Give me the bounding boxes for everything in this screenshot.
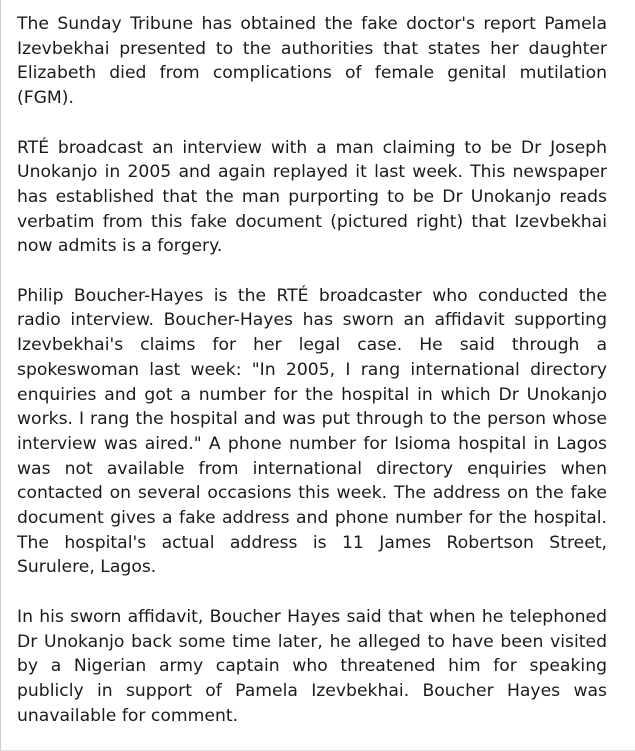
article-paragraph-3: Philip Boucher-Hayes is the RTÉ broadcaster who conducted the radio interview. Boucher-Hayes has sworn an affidavit supporting Izevbekhai's claims for her legal case. He said through a spokeswoman last week: "In 2005, I rang international directory enquiries and got a number for the hospital in which Dr Unokanjo works. I rang the hospital and was put through to the person whose interview was aired." A phone number for Isioma hospital in Lagos was not available from international directory enquiries when contacted on several occasions this week. The address on the fake document gives a fake address and phone number for the hospital. The hospital's actual address is 11 James Robertson Street, Surulere, Lagos. xyxy=(17,285,607,578)
article-paragraph-1: The Sunday Tribune has obtained the fake doctor's report Pamela Izevbekhai presented to the authorities that states her daughter Elizabeth died from complications of female genital mutilation (FGM). xyxy=(17,14,607,109)
article-body xyxy=(17,12,607,728)
article-paragraph-2: RTÉ broadcast an interview with a man claiming to be Dr Joseph Unokanjo in 2005 and again replayed it last week. This newspaper has established that the man purporting to be Dr Unokanjo reads verbatim from this fake document (pictured right) that Izevbekhai now admits is a forgery. xyxy=(17,137,607,257)
article-paragraph-4: In his sworn affidavit, Boucher Hayes said that when he telephoned Dr Unokanjo back some time later, he alleged to have been visited by a Nigerian army captain who threatened him for speaking publicly in support of Pamela Izevbekhai. Boucher Hayes was unavailable for comment. xyxy=(17,606,607,726)
